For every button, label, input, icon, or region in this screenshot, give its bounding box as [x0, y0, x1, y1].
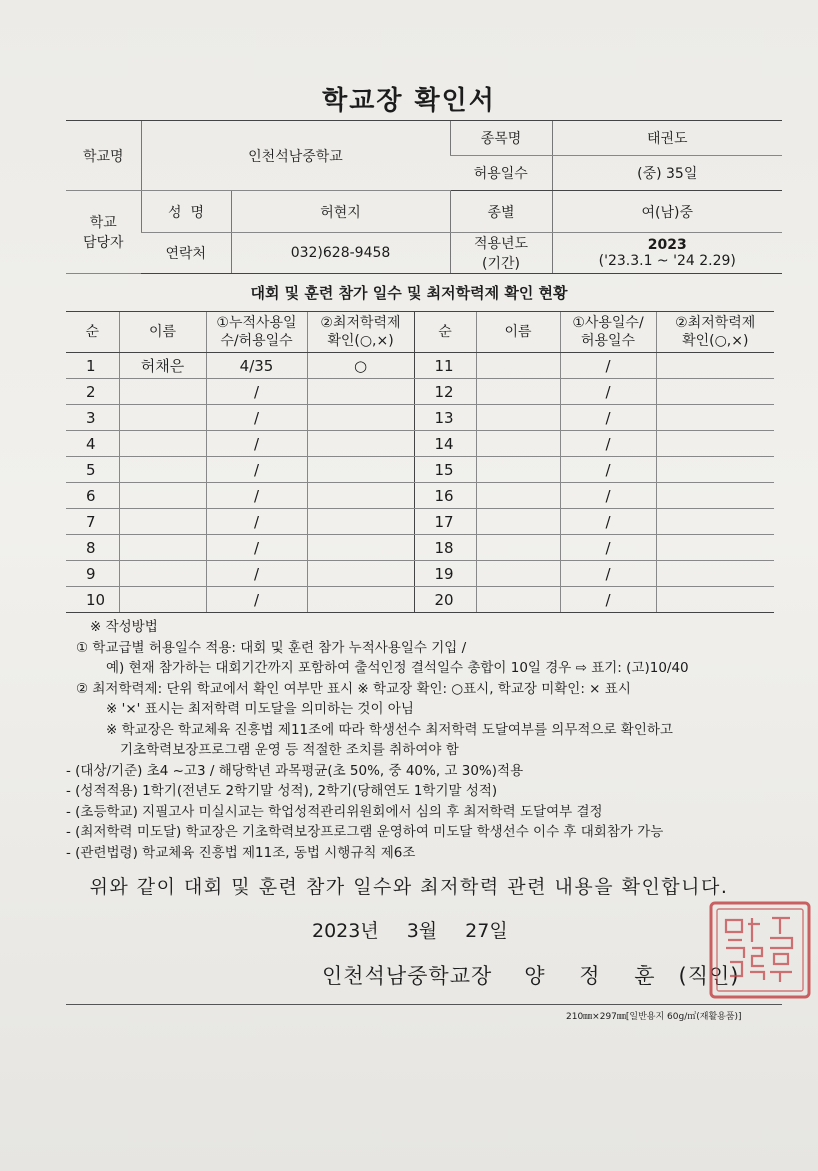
year-label-line1: 적용년도	[473, 236, 529, 252]
manager-label-line1: 학교	[89, 215, 117, 231]
days-right-cell: /	[560, 353, 656, 379]
header-check-left-line2: 확인(○,×)	[327, 333, 394, 349]
name-right-cell	[476, 561, 560, 587]
year-value: 2023	[647, 237, 687, 253]
note-line: - (관련법령) 학교체육 진흥법 제11조, 동법 시행규칙 제6조	[66, 844, 416, 861]
header-seq-right: 순	[414, 312, 476, 353]
note-line: - (대상/기준) 초4 ~고3 / 해당학년 과목평균(초 50%, 중 40%, 고 30%)적용	[66, 762, 524, 779]
check-right-cell	[656, 405, 774, 431]
check-right-cell	[656, 561, 774, 587]
header-seq-left: 순	[66, 312, 119, 353]
check-right-cell	[656, 587, 774, 613]
seq-right-cell: 11	[414, 353, 476, 379]
name-left-cell	[119, 509, 206, 535]
days-right-cell: /	[560, 405, 656, 431]
header-days-left	[206, 312, 307, 353]
header-check-right-line1: ②최저학력제	[675, 315, 756, 331]
days-right-cell: /	[560, 483, 656, 509]
school-label: 학교명	[66, 121, 141, 191]
name-left-cell	[119, 431, 206, 457]
days-left-cell: /	[206, 483, 307, 509]
contact-label: 연락처	[141, 233, 231, 274]
seq-left-cell: 7	[66, 509, 119, 535]
seq-left-cell: 5	[66, 457, 119, 483]
seq-left-cell: 10	[66, 587, 119, 613]
seq-right-cell: 13	[414, 405, 476, 431]
check-left-cell	[307, 587, 414, 613]
period-value: ('23.3.1 ~ '24 2.29)	[598, 253, 736, 269]
seq-left-cell: 1	[66, 353, 119, 379]
days-right-cell: /	[560, 431, 656, 457]
confirmation-statement: 위와 같이 대회 및 훈련 참가 일수와 최저학력 관련 내용을 확인합니다.	[89, 876, 729, 898]
name-left-cell	[119, 535, 206, 561]
allowed-days-value: (중) 35일	[552, 156, 782, 191]
header-check-right-line2: 확인(○,×)	[682, 333, 749, 349]
seq-right-cell: 18	[414, 535, 476, 561]
seq-right-cell: 15	[414, 457, 476, 483]
principal-name: 양 정 훈	[524, 964, 669, 988]
check-right-cell	[656, 535, 774, 561]
paper-spec: 210㎜×297㎜[일반용지 60g/㎡(재활용품)]	[566, 1012, 742, 1022]
sport-value: 태권도	[552, 121, 782, 156]
days-left-cell: /	[206, 405, 307, 431]
days-left-cell: /	[206, 457, 307, 483]
days-right-cell: /	[560, 587, 656, 613]
table-row	[66, 379, 774, 405]
date-month: 3월	[406, 920, 438, 942]
name-left-cell	[119, 405, 206, 431]
table-row	[66, 509, 774, 535]
note-line: 기초학력보장프로그램 운영 등 적절한 조치를 취하여야 함	[120, 742, 459, 758]
principal-title: 인천석남중학교장	[322, 964, 493, 988]
seq-left-cell: 4	[66, 431, 119, 457]
header-name-right: 이름	[476, 312, 560, 353]
seq-left-cell: 2	[66, 379, 119, 405]
table-row	[66, 431, 774, 457]
notes-heading: ※ 작성방법	[90, 619, 158, 635]
section-subtitle: 대회 및 훈련 참가 일수 및 최저학력제 확인 현황	[250, 284, 568, 302]
name-left-cell	[119, 379, 206, 405]
days-right-cell: /	[560, 535, 656, 561]
check-right-cell	[656, 509, 774, 535]
table-row	[66, 353, 774, 379]
check-left-cell	[307, 561, 414, 587]
name-left-cell	[119, 587, 206, 613]
header-days-left-line2: 수/허용일수	[220, 333, 293, 349]
note-line: - (초등학교) 지필고사 미실시교는 학업성적관리위원회에서 심의 후 최저학력 도달여부 결정	[66, 803, 603, 820]
name-right-cell	[476, 379, 560, 405]
days-left-cell: /	[206, 379, 307, 405]
issue-date	[312, 916, 536, 943]
date-day: 27일	[465, 920, 508, 942]
note-line: ① 학교급별 허용일수 적용: 대회 및 훈련 참가 누적사용일수 기입 /	[76, 639, 467, 656]
category-label: 종별	[450, 191, 552, 233]
school-value: 인천석남중학교	[141, 121, 450, 191]
contact-value: 032)628-9458	[231, 233, 450, 274]
header-check-right	[656, 312, 774, 353]
seq-left-cell: 3	[66, 405, 119, 431]
check-left-cell	[307, 483, 414, 509]
days-left-cell: /	[206, 431, 307, 457]
days-left-cell: /	[206, 509, 307, 535]
manager-label-line2: 담당자	[82, 235, 124, 251]
table-row	[66, 483, 774, 509]
days-left-cell: /	[206, 561, 307, 587]
check-left-cell	[307, 431, 414, 457]
days-right-cell: /	[560, 457, 656, 483]
note-line: ② 최저학력제: 단위 학교에서 확인 여부만 표시 ※ 학교장 확인: ○표시, 학교장 미확인: × 표시	[76, 680, 631, 697]
seq-left-cell: 9	[66, 561, 119, 587]
header-check-left-line1: ②최저학력제	[320, 315, 401, 331]
year-label-line2: (기간)	[482, 256, 520, 272]
name-value: 허현지	[231, 191, 450, 233]
name-right-cell	[476, 405, 560, 431]
sport-label: 종목명	[450, 121, 552, 156]
check-right-cell	[656, 379, 774, 405]
name-right-cell	[476, 483, 560, 509]
check-right-cell	[656, 483, 774, 509]
name-left-cell	[119, 483, 206, 509]
document-title: 학교장 확인서	[322, 86, 496, 116]
days-right-cell: /	[560, 509, 656, 535]
days-left-cell: /	[206, 587, 307, 613]
allowed-days-label: 허용일수	[450, 156, 552, 191]
seal-label: (직인)	[678, 964, 740, 988]
days-left-cell: 4/35	[206, 353, 307, 379]
check-left-cell	[307, 457, 414, 483]
name-left-cell	[119, 457, 206, 483]
name-label: 성 명	[141, 191, 231, 233]
name-right-cell	[476, 587, 560, 613]
principal-signature-line	[322, 960, 739, 990]
note-line: 예) 현재 참가하는 대회기간까지 포함하여 출석인정 결석일수 총합이 10일 경우 ⇨ 표기: (고)10/40	[106, 660, 689, 676]
check-right-cell	[656, 431, 774, 457]
name-right-cell	[476, 535, 560, 561]
seq-right-cell: 20	[414, 587, 476, 613]
header-days-left-line1: ①누적사용일	[216, 315, 297, 331]
table-row	[66, 405, 774, 431]
seq-right-cell: 17	[414, 509, 476, 535]
seq-right-cell: 12	[414, 379, 476, 405]
date-year: 2023년	[312, 920, 379, 942]
note-line: ※ 학교장은 학교체육 진흥법 제11조에 따라 학생선수 최저학력 도달여부를 의무적으로 확인하고	[106, 721, 673, 738]
seq-left-cell: 8	[66, 535, 119, 561]
year-label	[450, 233, 552, 274]
name-right-cell	[476, 353, 560, 379]
official-seal-icon	[708, 900, 812, 1000]
year-cell	[552, 233, 782, 274]
table-row	[66, 457, 774, 483]
table-row	[66, 561, 774, 587]
note-line: - (최저학력 미도달) 학교장은 기초학력보장프로그램 운영하여 미도달 학생선수 이수 후 대회참가 가능	[66, 824, 664, 840]
check-left-cell	[307, 379, 414, 405]
header-name-left: 이름	[119, 312, 206, 353]
participation-table	[66, 311, 774, 613]
check-right-cell	[656, 353, 774, 379]
seq-right-cell: 16	[414, 483, 476, 509]
days-left-cell: /	[206, 535, 307, 561]
manager-label	[66, 191, 141, 274]
name-left-cell	[119, 561, 206, 587]
header-days-right-line1: ①사용일수/	[572, 315, 644, 331]
footer-divider	[66, 1004, 782, 1005]
seq-left-cell: 6	[66, 483, 119, 509]
name-right-cell	[476, 509, 560, 535]
table-row	[66, 587, 774, 613]
days-right-cell: /	[560, 379, 656, 405]
check-right-cell	[656, 457, 774, 483]
check-left-cell: ○	[307, 353, 414, 379]
note-line: - (성적적용) 1학기(전년도 2학기말 성적), 2학기(당해연도 1학기말 성적)	[66, 783, 498, 799]
category-value: 여(남)중	[552, 191, 782, 233]
table-row	[66, 535, 774, 561]
name-left-cell: 허채은	[119, 353, 206, 379]
name-right-cell	[476, 457, 560, 483]
info-table	[66, 120, 782, 274]
check-left-cell	[307, 509, 414, 535]
check-left-cell	[307, 405, 414, 431]
header-check-left	[307, 312, 414, 353]
table-header-row	[66, 312, 774, 353]
writing-instructions	[66, 617, 800, 863]
days-right-cell: /	[560, 561, 656, 587]
note-line: ※ '×' 표시는 최저학력 미도달을 의미하는 것이 아님	[106, 701, 414, 717]
seq-right-cell: 14	[414, 431, 476, 457]
header-days-right-line2: 허용일수	[580, 333, 636, 349]
seq-right-cell: 19	[414, 561, 476, 587]
name-right-cell	[476, 431, 560, 457]
check-left-cell	[307, 535, 414, 561]
header-days-right	[560, 312, 656, 353]
